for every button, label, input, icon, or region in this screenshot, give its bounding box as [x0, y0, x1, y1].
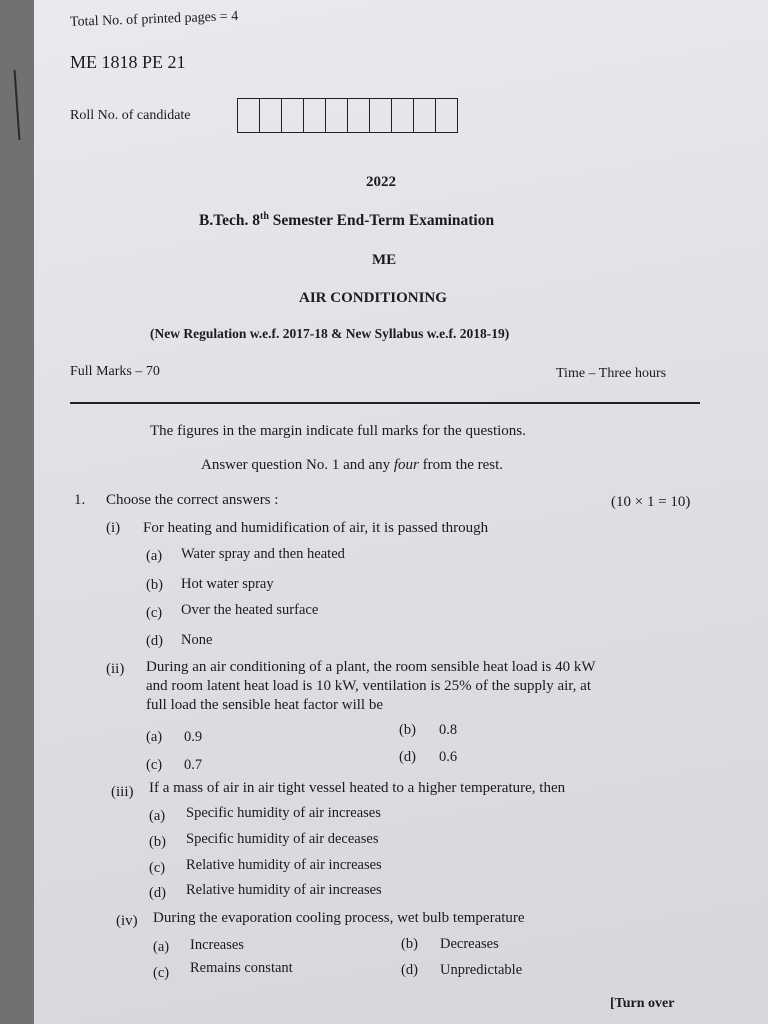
option-label: (a)	[149, 808, 166, 824]
question-number: 1.	[74, 492, 86, 508]
option-text: Hot water spray	[181, 576, 274, 592]
exam-paper	[34, 0, 768, 1024]
roll-label: Roll No. of candidate	[70, 108, 191, 123]
option-text: Water spray and then heated	[181, 546, 345, 562]
option-text: Decreases	[440, 936, 499, 952]
header-divider	[70, 402, 700, 404]
option-text: Remains constant	[190, 960, 293, 976]
option-text: Relative humidity of air increases	[186, 882, 382, 898]
item-text: full load the sensible heat factor will be	[146, 697, 384, 713]
option-text: 0.7	[184, 757, 203, 773]
option-label: (a)	[146, 548, 163, 564]
exam-title-prefix: B.Tech. 8	[199, 212, 261, 230]
item-text: During an air conditioning of a plant, the room sensible heat load is 40 kW	[146, 659, 596, 675]
option-label: (a)	[146, 729, 163, 745]
question-text: Choose the correct answers :	[106, 492, 279, 508]
paper-code: ME 1818 PE 21	[70, 52, 186, 72]
roll-box[interactable]	[260, 99, 282, 132]
instruction-margin: The figures in the margin indicate full marks for the questions.	[150, 423, 526, 439]
option-label: (c)	[149, 860, 166, 876]
option-label: (d)	[149, 885, 166, 901]
roll-box[interactable]	[392, 99, 414, 132]
instruction-answer	[201, 457, 503, 474]
time-allowed: Time – Three hours	[556, 366, 667, 381]
item-text: If a mass of air in air tight vessel heated to a higher temperature, then	[149, 780, 566, 796]
regulation-note: (New Regulation w.e.f. 2017-18 & New Syllabus w.e.f. 2018-19)	[150, 326, 510, 341]
option-text: Over the heated surface	[181, 602, 319, 618]
exam-title-suffix: Semester End-Term Examination	[268, 212, 495, 230]
option-label: (b)	[149, 834, 166, 850]
exam-year: 2022	[366, 174, 396, 190]
option-label: (d)	[399, 749, 416, 765]
option-text: Specific humidity of air deceases	[186, 831, 379, 847]
exam-title	[199, 211, 494, 230]
instruction-answer-em: four	[393, 457, 419, 473]
roll-number-boxes[interactable]	[237, 98, 458, 133]
option-label: (c)	[146, 605, 163, 621]
roll-box[interactable]	[436, 99, 457, 132]
option-text: Unpredictable	[440, 962, 523, 978]
roll-box[interactable]	[304, 99, 326, 132]
item-num: (ii)	[106, 661, 125, 677]
option-label: (c)	[153, 965, 170, 981]
item-num: (i)	[106, 520, 121, 536]
full-marks: Full Marks – 70	[70, 364, 160, 379]
option-label: (c)	[146, 757, 163, 773]
item-text: For heating and humidification of air, it is passed through	[143, 520, 489, 536]
option-label: (a)	[153, 939, 170, 955]
item-num: (iii)	[111, 784, 134, 800]
item-num: (iv)	[116, 913, 138, 929]
option-text: None	[181, 632, 213, 648]
option-text: 0.6	[439, 749, 458, 765]
option-label: (d)	[146, 633, 163, 649]
option-label: (b)	[146, 577, 163, 593]
turn-over: [Turn over	[610, 996, 675, 1011]
roll-box[interactable]	[414, 99, 436, 132]
question-marks: (10 × 1 = 10)	[611, 494, 691, 510]
option-text: 0.9	[184, 729, 203, 745]
instruction-answer-pre: Answer question No. 1 and any	[201, 457, 394, 473]
exam-title-sup: th	[260, 211, 269, 222]
roll-box[interactable]	[348, 99, 370, 132]
option-text: Relative humidity of air increases	[186, 857, 382, 873]
subject: AIR CONDITIONING	[299, 290, 447, 306]
roll-box[interactable]	[238, 99, 260, 132]
item-text: During the evaporation cooling process, wet bulb temperature	[153, 910, 525, 926]
option-text: Increases	[190, 937, 244, 953]
roll-box[interactable]	[370, 99, 392, 132]
option-label: (b)	[401, 936, 418, 952]
option-text: Specific humidity of air increases	[186, 805, 381, 821]
instruction-answer-post: from the rest.	[418, 457, 504, 473]
option-label: (b)	[399, 722, 416, 738]
option-text: 0.8	[439, 722, 458, 738]
page-edge-mark	[14, 70, 21, 140]
option-label: (d)	[401, 962, 418, 978]
branch: ME	[372, 252, 397, 268]
roll-box[interactable]	[326, 99, 348, 132]
printed-pages: Total No. of printed pages = 4	[69, 9, 239, 30]
item-text: and room latent heat load is 10 kW, ventilation is 25% of the supply air, at	[146, 678, 592, 694]
roll-box[interactable]	[282, 99, 304, 132]
